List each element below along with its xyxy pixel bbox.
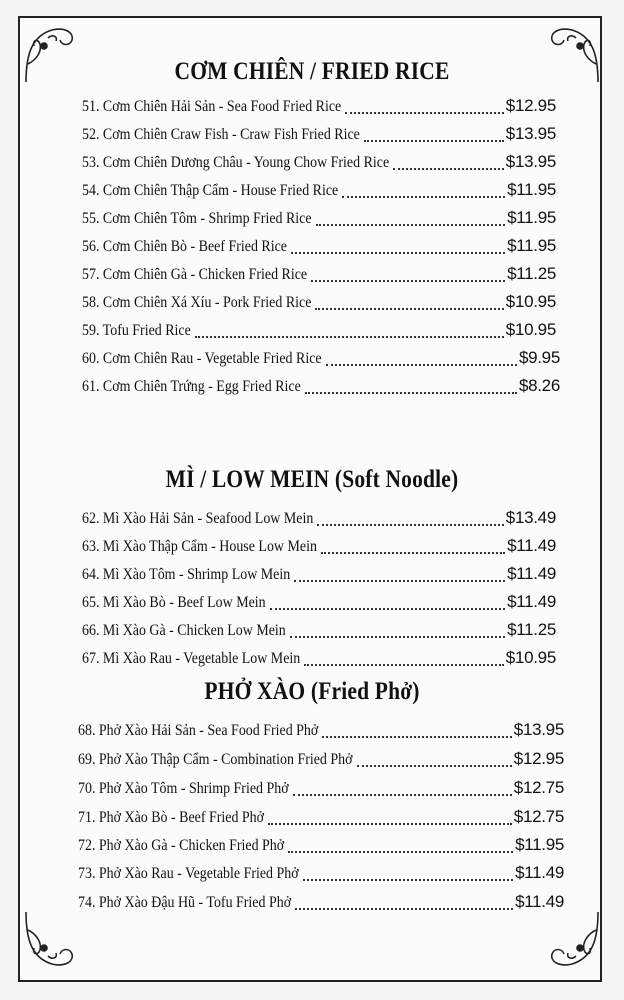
item-name: 70. Phở Xào Tôm - Shrimp Fried Phở [78, 780, 289, 797]
item-price: $11.95 [507, 180, 556, 199]
item-name: 69. Phở Xào Thập Cẩm - Combination Fried Phở [78, 751, 353, 768]
menu-item [78, 778, 564, 800]
menu-item [82, 124, 556, 146]
item-name: 53. Cơm Chiên Dương Châu - Young Chow Fried Rice [82, 154, 390, 171]
menu-item [82, 648, 556, 670]
item-price: $8.26 [518, 376, 560, 395]
menu-item [82, 96, 556, 118]
menu-item [78, 892, 564, 914]
item-name: 62. Mì Xào Hải Sản - Seafood Low Mein [82, 510, 314, 527]
menu-item [78, 835, 564, 857]
item-name: 73. Phở Xào Rau - Vegetable Fried Phở [78, 865, 299, 882]
item-name: 67. Mì Xào Rau - Vegetable Low Mein [82, 650, 301, 667]
menu-item [82, 564, 556, 586]
item-price: $10.95 [505, 320, 556, 339]
item-price: $11.95 [507, 208, 556, 227]
item-price: $11.95 [515, 835, 564, 854]
item-price: $11.95 [507, 236, 556, 255]
section-title-fried-rice: CƠM CHIÊN / FRIED RICE [174, 58, 450, 85]
menu-item [82, 508, 556, 530]
item-name: 52. Cơm Chiên Craw Fish - Craw Fish Fried Rice [82, 126, 360, 143]
item-price: $12.75 [513, 807, 564, 826]
menu-item [82, 292, 556, 314]
item-name: 66. Mì Xào Gà - Chicken Low Mein [82, 622, 286, 639]
item-name: 56. Cơm Chiên Bò - Beef Fried Rice [82, 238, 287, 255]
menu-item [82, 376, 560, 398]
item-name: 59. Tofu Fried Rice [82, 322, 191, 339]
item-price: $9.95 [518, 348, 560, 367]
item-price: $13.95 [513, 720, 564, 739]
section-title-low-mein: MÌ / LOW MEIN (Soft Noodle) [165, 466, 459, 493]
item-name: 60. Cơm Chiên Rau - Vegetable Fried Rice [82, 350, 322, 367]
menu-item [82, 180, 556, 202]
flourish-ornament-icon [22, 908, 84, 970]
flourish-ornament-icon [540, 908, 602, 970]
item-name: 58. Cơm Chiên Xá Xíu - Pork Fried Rice [82, 294, 312, 311]
item-price: $11.49 [507, 564, 556, 583]
item-name: 68. Phở Xào Hải Sản - Sea Food Fried Phở [78, 722, 319, 739]
menu-item [82, 264, 556, 286]
section-title-fried-pho: PHỞ XÀO (Fried Phở) [204, 678, 420, 705]
item-name: 63. Mì Xào Thập Cẩm - House Low Mein [82, 538, 317, 555]
menu-item [78, 749, 564, 771]
menu-item [82, 536, 556, 558]
item-name: 57. Cơm Chiên Gà - Chicken Fried Rice [82, 266, 308, 283]
item-name: 74. Phở Xào Đậu Hũ - Tofu Fried Phở [78, 894, 292, 911]
item-price: $12.95 [505, 96, 556, 115]
item-price: $13.49 [505, 508, 556, 527]
item-price: $13.95 [505, 152, 556, 171]
item-price: $11.25 [507, 620, 556, 639]
item-name: 55. Cơm Chiên Tôm - Shrimp Fried Rice [82, 210, 312, 227]
menu-item [82, 592, 556, 614]
item-name: 65. Mì Xào Bò - Beef Low Mein [82, 594, 266, 611]
menu-item [82, 236, 556, 258]
item-name: 71. Phở Xào Bò - Beef Fried Phở [78, 809, 265, 826]
item-price: $13.95 [505, 124, 556, 143]
item-price: $11.49 [507, 592, 556, 611]
item-price: $11.49 [515, 863, 564, 882]
item-price: $10.95 [505, 292, 556, 311]
item-name: 51. Cơm Chiên Hải Sản - Sea Food Fried Rice [82, 98, 342, 115]
item-name: 64. Mì Xào Tôm - Shrimp Low Mein [82, 566, 291, 583]
item-price: $12.95 [513, 749, 564, 768]
menu-item [82, 320, 556, 342]
item-name: 72. Phở Xào Gà - Chicken Fried Phở [78, 837, 285, 854]
menu-item [78, 720, 564, 742]
menu-item [82, 620, 556, 642]
menu-item [78, 863, 564, 885]
menu-item [82, 348, 560, 370]
menu-item [78, 807, 564, 829]
item-price: $11.49 [515, 892, 564, 911]
item-name: 61. Cơm Chiên Trứng - Egg Fried Rice [82, 378, 301, 395]
item-price: $10.95 [505, 648, 556, 667]
menu-item [82, 208, 556, 230]
item-price: $11.49 [507, 536, 556, 555]
item-name: 54. Cơm Chiên Thập Cẩm - House Fried Rice [82, 182, 339, 199]
item-price: $12.75 [513, 778, 564, 797]
item-price: $11.25 [507, 264, 556, 283]
menu-item [82, 152, 556, 174]
